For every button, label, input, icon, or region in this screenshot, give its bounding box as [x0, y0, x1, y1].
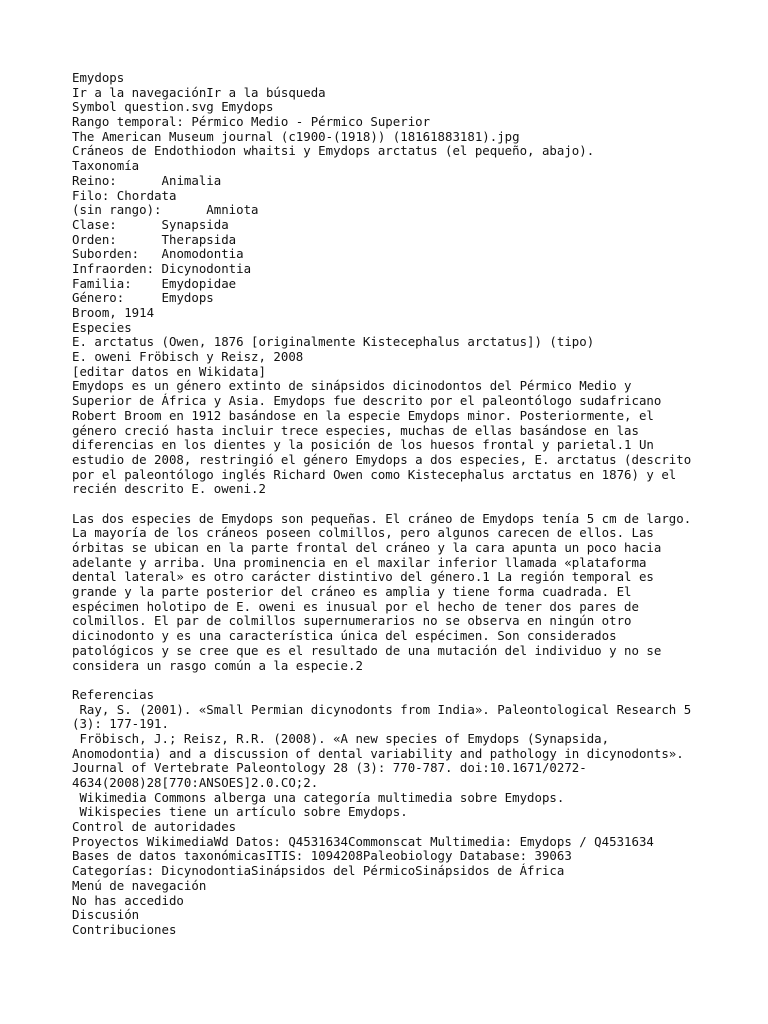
text-line: Superior de África y Asia. Emydops fue descrito por el paleontólogo sudafricano — [72, 393, 662, 409]
talk-link[interactable]: Discusión — [72, 907, 140, 923]
text-line: género creció hasta incluir trece especies, muchas de ellas basándose en las — [72, 422, 639, 438]
taxonomy-label: Género: — [72, 290, 125, 306]
taxonomy-value: Emydops — [161, 290, 214, 306]
taxonomy-row — [72, 233, 712, 248]
taxonomic-databases[interactable]: Bases de datos taxonómicasITIS: 1094208Paleobiology Database: 39063 — [72, 848, 572, 864]
contributions-link[interactable]: Contribuciones — [72, 921, 177, 937]
image-filename[interactable]: The American Museum journal (c1900-(1918)) (18161883181).jpg — [72, 128, 520, 144]
taxonomy-value[interactable]: Dicynodontia — [161, 260, 252, 276]
paragraph-description — [72, 512, 712, 674]
paragraph-spacer — [72, 673, 712, 688]
symbol-caption: Symbol question.svg Emydops — [72, 99, 274, 115]
reference-item: Journal of Vertebrate Paleontology 28 (3): 770-787. doi:10.1671/0272- — [72, 760, 587, 776]
text-line: dicinodonto y es una característica única del espécimen. Son considerados — [72, 628, 617, 644]
taxonomy-row — [72, 262, 712, 277]
wikimedia-projects[interactable]: Proyectos WikimediaWd Datos: Q4531634Commonscat Multimedia: Emydops / Q4531634 — [72, 833, 654, 849]
taxonomy-row — [72, 218, 712, 233]
taxonomy-label: Reino: — [72, 172, 117, 188]
article-title: Emydops — [72, 70, 125, 85]
taxonomy-label: (sin rango): — [72, 202, 162, 218]
taxonomy-row — [72, 189, 712, 204]
taxonomy-row — [72, 277, 712, 292]
taxonomy-value[interactable]: Therapsida — [161, 231, 237, 247]
authority[interactable]: Broom, 1914 — [72, 305, 155, 320]
paragraph-intro — [72, 379, 712, 497]
header-block — [72, 71, 712, 174]
taxonomy-row — [72, 291, 712, 306]
text-line: por el paleontólogo inglés Richard Owen como Kistecephalus arctatus en 1876) y el — [72, 466, 677, 482]
text-line: Las dos especies de Emydops son pequeñas. El cráneo de Emydops tenía 5 cm de largo. — [72, 510, 692, 526]
reference-item[interactable]: Fröbisch, J.; Reisz, R.R. (2008). «A new species of Emydops (Synapsida, — [72, 730, 610, 746]
text-line: adelante y arriba. Una prominencia en el maxilar inferior llamada «plataforma — [72, 554, 647, 570]
taxonomy-label: Orden: — [72, 231, 117, 247]
commons-link[interactable]: Wikimedia Commons alberga una categoría multimedia sobre Emydops. — [72, 789, 565, 805]
navigation-menu-heading: Menú de navegación — [72, 877, 207, 893]
text-line: considera un rasgo común a la especie.2 — [72, 657, 363, 673]
text-line: órbitas se ubican en la parte frontal del cráneo y la cara apunta un poco hacia — [72, 540, 662, 555]
taxonomy-label: Suborden: — [72, 246, 140, 262]
taxonomy-row — [72, 247, 712, 262]
species-heading: Especies — [72, 319, 132, 335]
text-line: diferencias en los dientes y la posición de los huesos frontal y parietal.1 Un — [72, 437, 654, 453]
taxonomy-value[interactable]: Amniota — [206, 202, 259, 218]
taxonomy-heading: Taxonomía — [72, 158, 140, 174]
taxonomy-table — [72, 174, 712, 306]
reference-item[interactable]: 4634(2008)28[770:ANSOES]2.0.CO;2. — [72, 775, 319, 790]
taxonomy-value[interactable]: Synapsida — [161, 216, 229, 232]
categories[interactable]: Categorías: DicynodontiaSinápsidos del PérmicoSinápsidos de África — [72, 863, 565, 879]
reference-item: Anomodontia) and a discussion of dental variability and pathology in dicynodonts». — [72, 745, 684, 761]
not-logged-in-link[interactable]: No has accedido — [72, 892, 184, 908]
taxonomy-label: Filo: — [72, 187, 110, 203]
species-block — [72, 306, 712, 379]
text-line: grande y la parte posterior del cráneo es amplia y tiene forma cuadrada. El — [72, 584, 632, 600]
species-item[interactable]: E. oweni Fröbisch y Reisz, 2008 — [72, 349, 304, 365]
skip-links[interactable]: Ir a la navegaciónIr a la búsqueda — [72, 84, 326, 100]
taxonomy-label: Familia: — [72, 275, 132, 291]
taxonomy-row — [72, 174, 712, 189]
document-body — [72, 71, 712, 938]
text-line: colmillos. El par de colmillos supernumerarios no se observa en ningún otro — [72, 613, 632, 629]
reference-item: (3): 177-191. — [72, 716, 169, 732]
reference-item[interactable]: Ray, S. (2001). «Small Permian dicynodonts from India». Paleontological Research 5 — [72, 701, 692, 717]
text-line: patológicos y se cree que es el resultado de una mutación del individuo y no se — [72, 642, 662, 658]
species-item[interactable]: E. arctatus (Owen, 1876 [originalmente Kistecephalus arctatus]) (tipo) — [72, 334, 595, 350]
wikispecies-link[interactable]: Wikispecies tiene un artículo sobre Emydops. — [72, 804, 408, 820]
taxonomy-value[interactable]: Animalia — [161, 172, 222, 188]
taxonomy-label: Clase: — [72, 216, 117, 232]
taxonomy-value[interactable]: Emydopidae — [161, 275, 237, 291]
edit-wikidata-link[interactable]: [editar datos en Wikidata] — [72, 363, 266, 379]
text-line: Robert Broom en 1912 basándose en la especie Emydops minor. Posteriormente, el — [72, 407, 654, 423]
paragraph-spacer — [72, 497, 712, 512]
references-block — [72, 688, 712, 938]
taxonomy-label: Infraorden: — [72, 260, 155, 276]
image-caption: Cráneos de Endothiodon whaitsi y Emydops arctatus (el pequeño, abajo). — [72, 143, 595, 159]
temporal-range: Rango temporal: Pérmico Medio - Pérmico Superior — [72, 114, 431, 130]
taxonomy-value[interactable]: Chordata — [116, 187, 177, 203]
text-line: dental lateral» es otro carácter distintivo del género.1 La región temporal es — [72, 569, 654, 585]
taxonomy-row — [72, 203, 712, 218]
authority-control-heading: Control de autoridades — [72, 819, 237, 835]
text-line: Emydops es un género extinto de sinápsidos dicinodontos del Pérmico Medio y — [72, 378, 632, 394]
text-line: espécimen holotipo de E. oweni es inusual por el hecho de tener dos pares de — [72, 598, 639, 614]
references-heading: Referencias — [72, 686, 155, 702]
taxonomy-value[interactable]: Anomodontia — [161, 246, 244, 262]
text-line: La mayoría de los cráneos poseen colmillos, pero algunos carecen de ellos. Las — [72, 525, 654, 541]
text-line: recién descrito E. oweni.2 — [72, 481, 266, 497]
text-line: estudio de 2008, restringió el género Emydops a dos especies, E. arctatus (descrito — [72, 451, 692, 467]
